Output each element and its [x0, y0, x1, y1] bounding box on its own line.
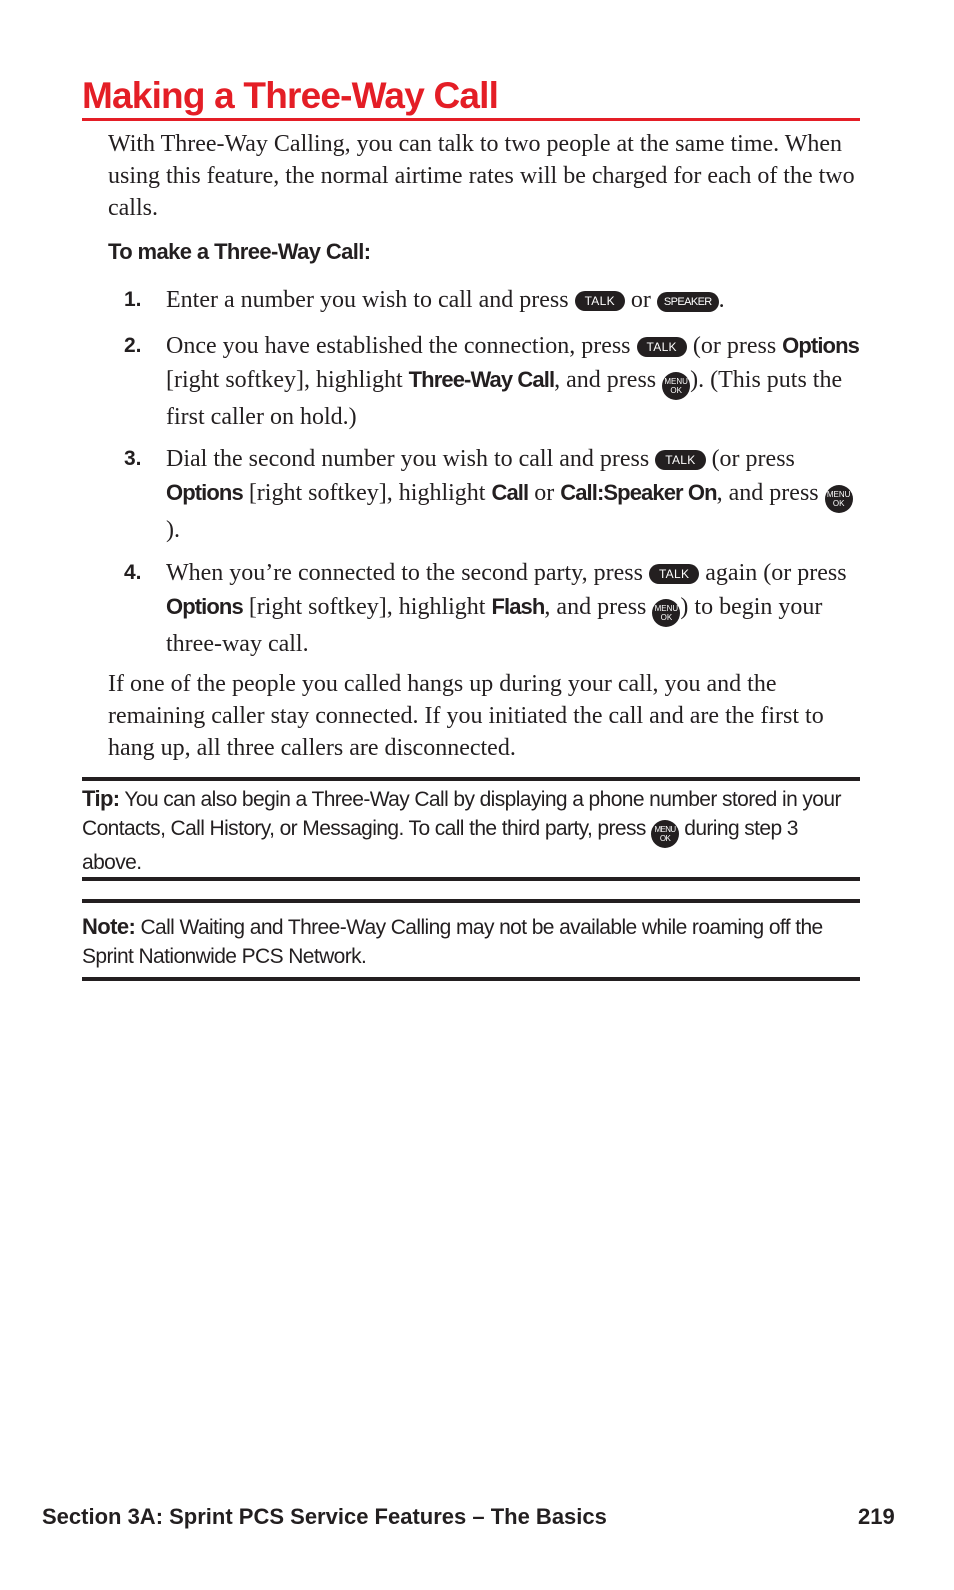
step-text: Enter a number you wish to call and press TALK or SPEAKER .	[166, 287, 725, 313]
step-number: 1.	[124, 288, 142, 311]
menu-ok-key-icon: MENU OK	[662, 372, 690, 400]
talk-key-icon: TALK	[575, 291, 625, 311]
menu-option-label: Call	[491, 480, 529, 505]
tip-text: Tip: You can also begin a Three-Way Call by displaying a phone number stored in your Contacts, Call History, or Messaging. To call the third party, press MENU OK during step 3 above.	[82, 786, 841, 874]
footer-page-number: 219	[858, 1504, 895, 1529]
note-label: Note:	[82, 914, 136, 939]
step-number: 3.	[124, 447, 142, 470]
outro-paragraph: If one of the people you called hangs up during your call, you and the remaining caller stay connected. If you initiated the call and are the first to hang up, all three callers are disconnected.	[108, 671, 824, 761]
tip-top-rule	[82, 777, 860, 781]
options-softkey-label: Options	[782, 333, 859, 358]
menu-ok-key-icon: MENU OK	[825, 485, 853, 513]
menu-ok-key-icon: MENU OK	[651, 820, 679, 848]
menu-option-label: Call:Speaker On	[560, 480, 717, 505]
step-text: Dial the second number you wish to call and press TALK (or press Options [right softkey], highlight Call or Call:Speaker On, and press MENU OK).	[166, 442, 860, 547]
talk-key-icon: TALK	[649, 564, 699, 584]
step-text: When you’re connected to the second party, press TALK again (or press Options [right softkey], highlight Flash, and press MENU OK ) to begin your three-way call.	[166, 560, 847, 657]
intro-paragraph: With Three-Way Calling, you can talk to two people at the same time. When using this feature, the normal airtime rates will be charged for each of the two calls.	[108, 131, 855, 221]
tip-label: Tip:	[82, 786, 120, 811]
menu-option-label: Three-Way Call	[408, 367, 555, 392]
options-softkey-label: Options	[166, 480, 243, 505]
speaker-key-icon: SPEAKER	[657, 292, 719, 312]
note-text: Note: Call Waiting and Three-Way Calling may not be available while roaming off the Sprint Nationwide PCS Network.	[82, 914, 823, 968]
title-underline	[82, 118, 860, 121]
menu-ok-key-icon: MENU OK	[652, 599, 680, 627]
talk-key-icon: TALK	[637, 337, 687, 357]
step-number: 2.	[124, 334, 142, 357]
step-text: Once you have established the connection, press TALK (or press Options [right softkey], highlight Three-Way Call, and press MENU OK ). (This puts the first caller on hold.)	[166, 333, 859, 430]
tip-bottom-rule	[82, 877, 860, 881]
procedure-heading: To make a Three-Way Call:	[108, 239, 371, 264]
note-top-rule	[82, 899, 860, 903]
footer-section-title: Section 3A: Sprint PCS Service Features – The Basics	[42, 1504, 607, 1529]
step-number: 4.	[124, 561, 142, 584]
talk-key-icon: TALK	[655, 450, 705, 470]
menu-option-label: Flash	[491, 594, 545, 619]
note-bottom-rule	[82, 977, 860, 981]
options-softkey-label: Options	[166, 594, 243, 619]
page-title: Making a Three-Way Call	[82, 75, 499, 116]
